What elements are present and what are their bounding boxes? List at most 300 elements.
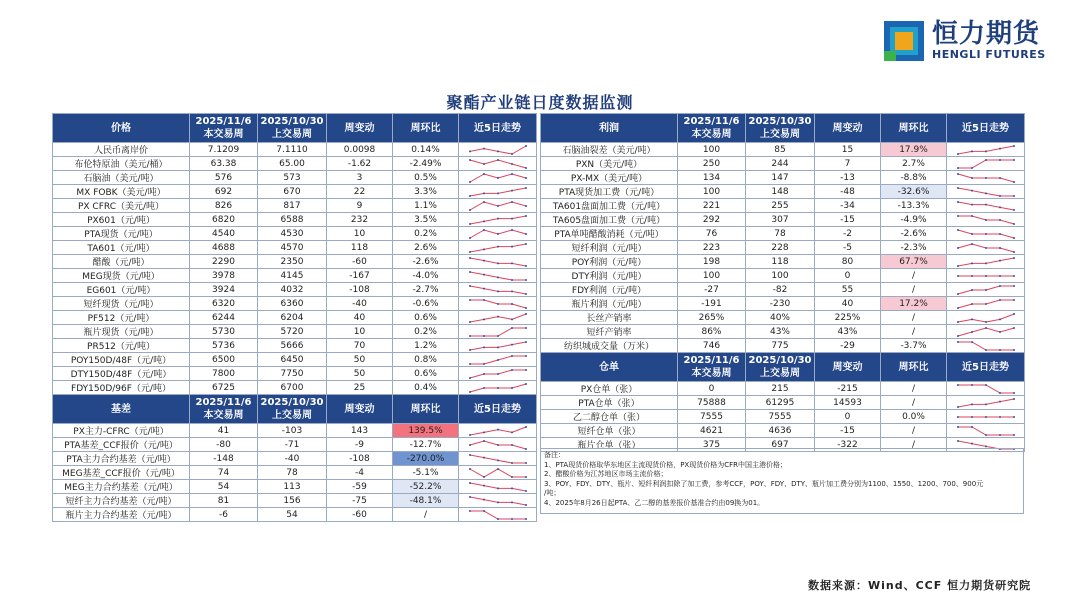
sparkline-path <box>958 314 1014 322</box>
sparkline-point <box>469 349 471 351</box>
basis-cell-change: -108 <box>327 452 393 466</box>
sparkline-point <box>957 440 959 442</box>
profit-cell-name: TA605盘面加工费（元/吨） <box>541 213 678 227</box>
sparkline-path <box>470 342 526 350</box>
price-cell-pct: 0.5% <box>393 171 459 185</box>
sparkline-icon <box>954 158 1018 170</box>
profit-cell-trend <box>947 157 1025 171</box>
basis-cell-change: -75 <box>327 494 393 508</box>
sparkline-point <box>511 355 513 357</box>
price-cell-trend <box>459 311 537 325</box>
sparkline-point <box>1013 313 1015 315</box>
sparkline-icon <box>466 270 530 282</box>
sparkline-point <box>525 293 527 295</box>
profit-cell-change: -15 <box>815 213 881 227</box>
price-row <box>53 143 537 157</box>
sparkline-point <box>971 203 973 205</box>
warehouse-row <box>541 410 1025 424</box>
price-header-row <box>53 114 537 143</box>
profit-header-pct <box>881 114 947 143</box>
profit-cell-change: -29 <box>815 339 881 353</box>
sparkline-point <box>971 167 973 169</box>
warehouse-cell-change: 14593 <box>815 396 881 410</box>
sparkline-point <box>971 289 973 291</box>
profit-cell-previous: 43% <box>746 325 815 339</box>
price-cell-change: 40 <box>327 311 393 325</box>
warehouse-cell-change: -322 <box>815 438 881 452</box>
basis-row <box>53 480 537 494</box>
sparkline-point <box>469 496 471 498</box>
sparkline-point <box>957 229 959 231</box>
price-cell-trend <box>459 213 537 227</box>
warehouse-cell-previous: 215 <box>746 382 815 396</box>
profit-cell-name: PX-MX（美元/吨） <box>541 171 678 185</box>
sparkline-point <box>469 377 471 379</box>
profit-cell-previous: 228 <box>746 241 815 255</box>
price-cell-trend <box>459 171 537 185</box>
sparkline-point <box>497 233 499 235</box>
sparkline-path <box>470 427 526 435</box>
warehouse-header-date2 <box>746 353 815 382</box>
sparkline-icon <box>466 326 530 338</box>
profit-cell-pct: -13.3% <box>881 199 947 213</box>
sparkline-point <box>985 349 987 351</box>
sparkline-point <box>483 498 485 500</box>
sparkline-point <box>985 247 987 249</box>
profit-row <box>541 185 1025 199</box>
warehouse-cell-current: 375 <box>678 438 746 452</box>
sparkline-point <box>497 468 499 470</box>
sparkline-point <box>511 369 513 371</box>
price-cell-previous: 5666 <box>258 339 327 353</box>
warehouse-header-date2-sublabel: 上交易周 <box>760 368 800 379</box>
sparkline-point <box>1013 349 1015 351</box>
sparkline-point <box>999 233 1001 235</box>
price-cell-current: 5736 <box>190 339 258 353</box>
profit-header-change <box>815 114 881 143</box>
sparkline-path <box>958 342 1014 350</box>
profit-row <box>541 199 1025 213</box>
profit-cell-current: -27 <box>678 283 746 297</box>
sparkline-point <box>511 173 513 175</box>
price-cell-trend <box>459 241 537 255</box>
profit-cell-trend <box>947 255 1025 269</box>
sparkline-point <box>525 205 527 207</box>
sparkline-point <box>971 416 973 418</box>
price-cell-change: -60 <box>327 255 393 269</box>
basis-header-name <box>53 395 190 424</box>
sparkline-point <box>483 363 485 365</box>
profit-cell-change: -5 <box>815 241 881 255</box>
warehouse-cell-previous: 61295 <box>746 396 815 410</box>
sparkline-point <box>999 195 1001 197</box>
profit-warehouse-table <box>540 113 1025 452</box>
price-cell-change: 232 <box>327 213 393 227</box>
basis-cell-name: PTA主力合约基差（元/吨） <box>53 452 190 466</box>
basis-row <box>53 508 537 522</box>
data-source: 数据来源：Wind、CCF 恒力期货研究院 <box>808 579 1032 592</box>
profit-cell-current: -191 <box>678 297 746 311</box>
profit-row <box>541 241 1025 255</box>
profit-cell-current: 100 <box>678 143 746 157</box>
sparkline-path <box>958 427 1014 435</box>
sparkline-icon <box>954 340 1018 352</box>
sparkline-point <box>469 454 471 456</box>
sparkline-point <box>985 203 987 205</box>
profit-cell-name: 短纤产销率 <box>541 325 678 339</box>
price-row <box>53 171 537 185</box>
brand-name-cn: 恒力期货 <box>932 19 1041 49</box>
sparkline-point <box>511 343 513 345</box>
sparkline-path <box>958 146 1014 154</box>
profit-cell-pct: -2.3% <box>881 241 947 255</box>
sparkline-point <box>985 150 987 152</box>
warehouse-cell-current: 0 <box>678 382 746 396</box>
sparkline-icon <box>466 228 530 240</box>
sparkline-point <box>999 349 1001 351</box>
sparkline-point <box>1013 398 1015 400</box>
profit-cell-trend <box>947 297 1025 311</box>
basis-header-trend-label: 近5日走势 <box>474 403 521 415</box>
profit-cell-pct: 17.2% <box>881 297 947 311</box>
sparkline-point <box>985 233 987 235</box>
sparkline-point <box>525 355 527 357</box>
basis-cell-trend <box>459 480 537 494</box>
sparkline-point <box>957 335 959 337</box>
price-cell-pct: 0.14% <box>393 143 459 157</box>
note-line: 1、PTA现货价格取华东地区主流现货价格，PX现货价格为CFR中国主港价格； <box>544 460 787 469</box>
profit-cell-trend <box>947 227 1025 241</box>
warehouse-cell-trend <box>947 410 1025 424</box>
sparkline-point <box>497 487 499 489</box>
price-cell-name: MEG现货（元/吨） <box>53 269 190 283</box>
profit-cell-trend <box>947 185 1025 199</box>
profit-cell-change: 7 <box>815 157 881 171</box>
profit-cell-previous: 40% <box>746 311 815 325</box>
sparkline-point <box>985 416 987 418</box>
sparkline-point <box>525 426 527 428</box>
sparkline-point <box>525 187 527 189</box>
sparkline-point <box>469 209 471 211</box>
basis-cell-previous: 78 <box>258 466 327 480</box>
profit-cell-current: 746 <box>678 339 746 353</box>
sparkline-point <box>985 434 987 436</box>
brand-logo <box>884 20 1046 61</box>
price-row <box>53 353 537 367</box>
price-cell-trend <box>459 227 537 241</box>
price-cell-trend <box>459 283 537 297</box>
price-cell-pct: 2.6% <box>393 241 459 255</box>
profit-header-change-label: 周变动 <box>832 122 863 134</box>
sparkline-point <box>497 428 499 430</box>
sparkline-point <box>483 248 485 250</box>
sparkline-point <box>483 299 485 301</box>
basis-cell-name: PX主力-CFRC（元/吨） <box>53 424 190 438</box>
sparkline-point <box>957 341 959 343</box>
warehouse-cell-current: 7555 <box>678 410 746 424</box>
sparkline-icon <box>954 383 1018 395</box>
warehouse-cell-name: PTA仓单（张） <box>541 396 678 410</box>
note-line: 2、醋酸价格为江苏地区市场主流价格； <box>544 470 668 478</box>
price-header-change-label: 周变动 <box>344 122 375 134</box>
price-cell-change: 25 <box>327 381 393 395</box>
sparkline-point <box>1013 195 1015 197</box>
warehouse-header-trend <box>947 353 1025 382</box>
price-cell-pct: -2.6% <box>393 255 459 269</box>
sparkline-icon <box>954 186 1018 198</box>
sparkline-point <box>469 195 471 197</box>
sparkline-point <box>999 219 1001 221</box>
sparkline-icon <box>466 453 530 465</box>
profit-header-date2-sublabel: 上交易周 <box>760 129 800 140</box>
sparkline-point <box>971 262 973 264</box>
profit-cell-trend <box>947 283 1025 297</box>
price-cell-change: 3 <box>327 171 393 185</box>
warehouse-header-date1-label: 2025/11/6 <box>683 355 740 366</box>
price-cell-change: -167 <box>327 269 393 283</box>
profit-cell-current: 100 <box>678 185 746 199</box>
price-cell-previous: 6450 <box>258 353 327 367</box>
profit-cell-trend <box>947 213 1025 227</box>
price-cell-pct: 0.4% <box>393 381 459 395</box>
price-cell-previous: 4570 <box>258 241 327 255</box>
sparkline-point <box>483 259 485 261</box>
profit-header-trend-label: 近5日走势 <box>962 122 1009 134</box>
sparkline-point <box>985 384 987 386</box>
basis-cell-trend <box>459 466 537 480</box>
sparkline-point <box>525 341 527 343</box>
basis-header-date2-label: 2025/10/30 <box>260 397 324 408</box>
profit-header-date1-sublabel: 本交易周 <box>691 129 732 140</box>
sparkline-point <box>957 275 959 277</box>
sparkline-point <box>497 303 499 305</box>
profit-cell-trend <box>947 311 1025 325</box>
warehouse-header-row <box>541 353 1025 382</box>
price-cell-name: PX601（元/吨） <box>53 213 190 227</box>
sparkline-point <box>1013 209 1015 211</box>
sparkline-icon <box>466 172 530 184</box>
sparkline-path <box>958 399 1014 407</box>
note-line: 4、2025年8月26日起PTA、乙二醇的基差报价基准合约由09换为01。 <box>544 498 765 507</box>
sparkline-icon <box>466 425 530 437</box>
sparkline-point <box>511 518 513 520</box>
sparkline-point <box>469 434 471 436</box>
sparkline-icon <box>466 158 530 170</box>
sparkline-point <box>957 293 959 295</box>
price-header-trend-label: 近5日走势 <box>474 122 521 134</box>
sparkline-point <box>525 265 527 267</box>
sparkline-point <box>511 163 513 165</box>
sparkline-icon <box>466 495 530 507</box>
basis-cell-pct: -270.0% <box>393 452 459 466</box>
sparkline-point <box>511 245 513 247</box>
sparkline-point <box>957 173 959 175</box>
sparkline-point <box>483 431 485 433</box>
warehouse-header-change-label: 周变动 <box>832 361 863 373</box>
price-cell-name: 醋酸（元/吨） <box>53 255 190 269</box>
profit-cell-current: 221 <box>678 199 746 213</box>
sparkline-point <box>957 406 959 408</box>
sparkline-icon <box>466 382 530 394</box>
price-cell-change: 0.0098 <box>327 143 393 157</box>
price-row <box>53 255 537 269</box>
price-header-date1-sublabel: 本交易周 <box>203 129 244 140</box>
sparkline-icon <box>466 340 530 352</box>
basis-cell-trend <box>459 508 537 522</box>
price-row <box>53 297 537 311</box>
warehouse-cell-current: 4621 <box>678 424 746 438</box>
sparkline-point <box>999 331 1001 333</box>
basis-cell-current: -148 <box>190 452 258 466</box>
profit-cell-name: DTY利润（元/吨） <box>541 269 678 283</box>
price-row <box>53 283 537 297</box>
sparkline-point <box>957 265 959 267</box>
profit-cell-previous: 118 <box>746 255 815 269</box>
sparkline-icon <box>954 144 1018 156</box>
profit-cell-change: -2 <box>815 227 881 241</box>
sparkline-icon <box>466 214 530 226</box>
price-cell-pct: 1.1% <box>393 199 459 213</box>
sparkline-point <box>971 426 973 428</box>
warehouse-cell-trend <box>947 424 1025 438</box>
sparkline-point <box>469 510 471 512</box>
logo-mark-icon <box>884 21 924 61</box>
sparkline-point <box>957 307 959 309</box>
profit-cell-current: 292 <box>678 213 746 227</box>
sparkline-point <box>525 448 527 450</box>
profit-cell-pct: -4.9% <box>881 213 947 227</box>
price-header-date1-label: 2025/11/6 <box>195 116 252 127</box>
sparkline-point <box>1013 299 1015 301</box>
sparkline-point <box>957 384 959 386</box>
sparkline-icon <box>954 228 1018 240</box>
profit-cell-name: 纺织城成交量（万米） <box>541 339 678 353</box>
sparkline-point <box>511 303 513 305</box>
basis-cell-name: PTA基差_CCF报价（元/吨） <box>53 438 190 452</box>
warehouse-cell-change: 0 <box>815 410 881 424</box>
profit-cell-pct: / <box>881 283 947 297</box>
sparkline-point <box>483 335 485 337</box>
sparkline-point <box>999 416 1001 418</box>
sparkline-point <box>971 318 973 320</box>
profit-cell-current: 223 <box>678 241 746 255</box>
sparkline-point <box>971 177 973 179</box>
profit-cell-previous: 244 <box>746 157 815 171</box>
price-cell-change: 70 <box>327 339 393 353</box>
sparkline-icon <box>466 186 530 198</box>
profit-cell-pct: 17.9% <box>881 143 947 157</box>
sparkline-icon <box>466 467 530 479</box>
profit-cell-name: 石脑油裂差（美元/吨） <box>541 143 678 157</box>
sparkline-icon <box>954 256 1018 268</box>
profit-cell-previous: 100 <box>746 269 815 283</box>
sparkline-point <box>525 462 527 464</box>
sparkline-point <box>511 153 513 155</box>
profit-header-row <box>541 114 1025 143</box>
sparkline-point <box>483 163 485 165</box>
sparkline-point <box>511 290 513 292</box>
price-cell-current: 4688 <box>190 241 258 255</box>
sparkline-point <box>525 167 527 169</box>
price-cell-change: 50 <box>327 367 393 381</box>
sparkline-point <box>985 327 987 329</box>
price-cell-name: 短纤现货（元/吨） <box>53 297 190 311</box>
warehouse-cell-pct: / <box>881 396 947 410</box>
sparkline-point <box>511 217 513 219</box>
price-cell-change: 118 <box>327 241 393 255</box>
sparkline-point <box>469 299 471 301</box>
warehouse-header-date1 <box>678 353 746 382</box>
price-cell-change: 22 <box>327 185 393 199</box>
sparkline-point <box>525 518 527 520</box>
sparkline-point <box>1013 237 1015 239</box>
price-cell-previous: 573 <box>258 171 327 185</box>
basis-cell-pct: -12.7% <box>393 438 459 452</box>
basis-header-date1-label: 2025/11/6 <box>195 397 252 408</box>
price-cell-current: 7.1209 <box>190 143 258 157</box>
warehouse-row <box>541 382 1025 396</box>
price-cell-previous: 4530 <box>258 227 327 241</box>
sparkline-point <box>971 331 973 333</box>
warehouse-cell-name: 瓶片仓单（张） <box>541 438 678 452</box>
price-cell-name: EG601（元/吨） <box>53 283 190 297</box>
sparkline-point <box>985 403 987 405</box>
profit-row <box>541 311 1025 325</box>
warehouse-cell-name: 乙二醇仓单（张） <box>541 410 678 424</box>
sparkline-icon <box>466 312 530 324</box>
sparkline-point <box>957 426 959 428</box>
sparkline-point <box>525 243 527 245</box>
profit-header-date1-label: 2025/11/6 <box>683 116 740 127</box>
sparkline-point <box>497 192 499 194</box>
sparkline-path <box>470 328 526 336</box>
profit-cell-previous: 775 <box>746 339 815 353</box>
profit-header-name <box>541 114 678 143</box>
sparkline-icon <box>954 326 1018 338</box>
profit-cell-trend <box>947 199 1025 213</box>
basis-cell-current: 41 <box>190 424 258 438</box>
profit-row <box>541 143 1025 157</box>
price-cell-name: 瓶片现货（元/吨） <box>53 325 190 339</box>
sparkline-path <box>470 455 526 463</box>
sparkline-point <box>497 217 499 219</box>
sparkline-path <box>470 469 526 477</box>
sparkline-point <box>469 363 471 365</box>
basis-header-change <box>327 395 393 424</box>
warehouse-cell-previous: 697 <box>746 438 815 452</box>
warehouse-cell-pct: 0.0% <box>881 410 947 424</box>
price-basis-table <box>52 113 537 522</box>
price-cell-previous: 6588 <box>258 213 327 227</box>
price-cell-pct: 0.6% <box>393 367 459 381</box>
profit-cell-previous: 255 <box>746 199 815 213</box>
profit-cell-pct: -2.6% <box>881 227 947 241</box>
sparkline-icon <box>466 200 530 212</box>
sparkline-point <box>971 189 973 191</box>
profit-cell-name: 瓶片利润（元/吨） <box>541 297 678 311</box>
price-cell-pct: -0.6% <box>393 297 459 311</box>
price-cell-current: 6725 <box>190 381 258 395</box>
sparkline-point <box>525 145 527 147</box>
sparkline-point <box>985 262 987 264</box>
price-cell-pct: 0.6% <box>393 311 459 325</box>
sparkline-point <box>525 233 527 235</box>
price-row <box>53 213 537 227</box>
sparkline-point <box>483 173 485 175</box>
sparkline-path <box>958 160 1014 168</box>
warehouse-cell-pct: / <box>881 424 947 438</box>
price-cell-name: TA601（元/吨） <box>53 241 190 255</box>
